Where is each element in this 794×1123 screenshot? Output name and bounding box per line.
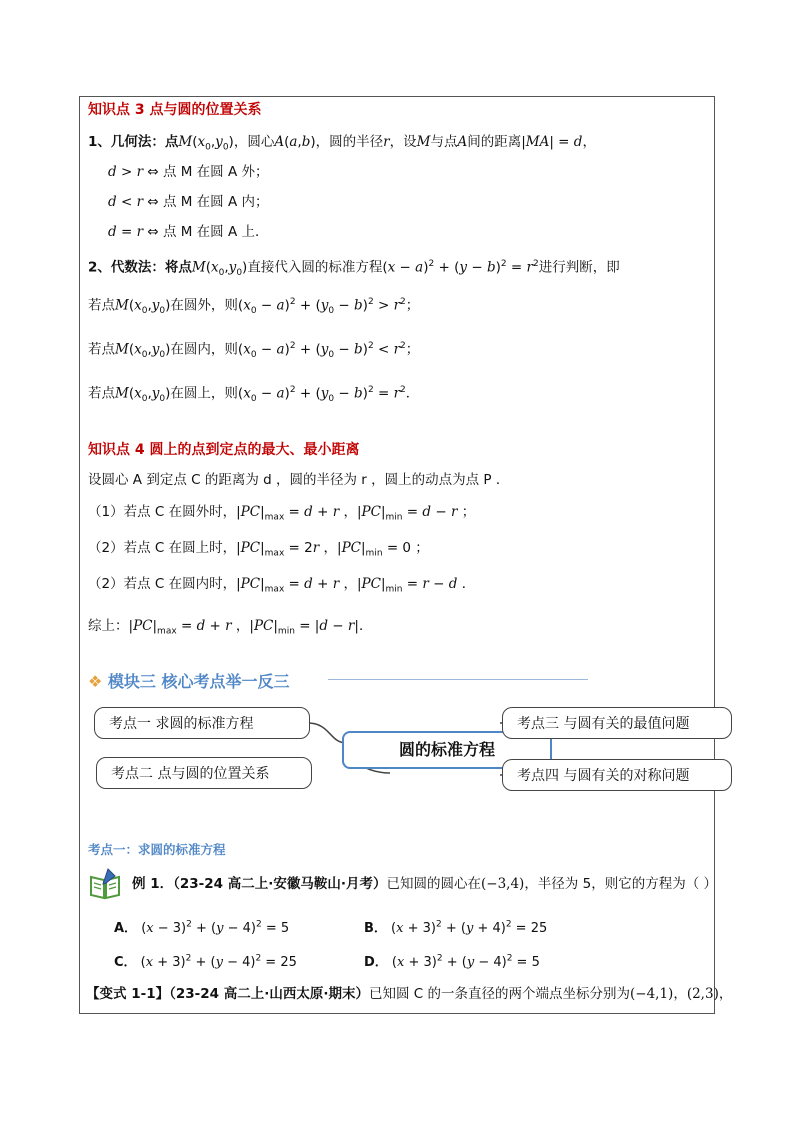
double-diamond-icon: ❖ xyxy=(88,672,103,691)
mindmap-node-2[interactable]: 考点二 点与圆的位置关系 xyxy=(96,757,312,789)
mindmap-center[interactable]: 圆的标准方程 xyxy=(342,731,552,769)
mindmap-node-1[interactable]: 考点一 求圆的标准方程 xyxy=(94,707,310,739)
case-on: d = r ⇔ 点 M 在圆 A 上． xyxy=(108,224,269,240)
option-b[interactable]: B． $(x + 3)^2 + (y + 4)^2 = 25$ xyxy=(364,919,548,936)
rule-inside: 若点$M(x_0,y_0)$在圆内，则$(x_0 - a)^2 + (y_0 - b)^2 < r^2$； xyxy=(88,341,420,361)
kp4-intro: 设圆心 A 到定点 C 的距离为 d ，圆的半径为 r ，圆上的动点为点 P ． xyxy=(88,472,510,488)
kp3-algebraic-line: 2、代数法：将点$M(x_0,y_0)$直接代入圆的标准方程$(x - a)^2 + (y - b)^2 = r^2$进行判断，即 xyxy=(88,259,620,279)
open-book-icon xyxy=(88,867,122,901)
module-divider xyxy=(328,679,588,680)
case-outside: d > r ⇔ 点 M 在圆 A 外； xyxy=(108,164,269,180)
kp3-title: 知识点 3 点与圆的位置关系 xyxy=(88,102,262,118)
kp4-case3: （2）若点 C 在圆内时，$|PC|_{max} = d + r$ ，$|PC|_{min} = r - d$ ． xyxy=(88,576,476,595)
kp4-title: 知识点 4 圆上的点到定点的最大、最小距离 xyxy=(88,442,360,458)
document-frame xyxy=(79,96,733,1014)
mindmap-node-4[interactable]: 考点四 与圆有关的对称问题 xyxy=(502,759,732,791)
mindmap-node-3[interactable]: 考点三 与圆有关的最值问题 xyxy=(502,707,732,739)
kp4-case2: （2）若点 C 在圆上时，$|PC|_{max} = 2r$ ，$|PC|_{min} = 0$ ； xyxy=(88,540,429,559)
rule-on: 若点$M(x_0,y_0)$在圆上，则$(x_0 - a)^2 + (y_0 - b)^2 = r^2$． xyxy=(88,385,420,405)
section-title: 考点一：求圆的标准方程 xyxy=(88,842,226,857)
kp3-geometric-line: 1、几何法：点$M(x_0,y_0)$，圆心A(a,b)，圆的半径r，设M与点A间的距离|MA| = d， xyxy=(88,134,596,153)
case-inside: d < r ⇔ 点 M 在圆 A 内； xyxy=(108,194,269,210)
option-c[interactable]: C． $(x + 3)^2 + (y - 4)^2 = 25$ xyxy=(114,953,297,970)
module-heading: ❖ 模块三 核心考点举一反三 xyxy=(88,672,290,691)
kp4-case1: （1）若点 C 在圆外时，$|PC|_{max} = d + r$ ，$|PC|_{min} = d - r$ ； xyxy=(88,504,476,523)
option-a[interactable]: A． $(x - 3)^2 + (y - 4)^2 = 5$ xyxy=(114,919,290,936)
kp4-summary: 综上：$|PC|_{max} = d + r$ ，$|PC|_{min} = |d - r|$． xyxy=(88,618,373,637)
example-1: 例 1．（23-24 高二上·安徽马鞍山·月考）已知圆的圆心在(−3,4)，半径为 5，则它的方程为（ ） xyxy=(132,876,717,892)
rule-outside: 若点$M(x_0,y_0)$在圆外，则$(x_0 - a)^2 + (y_0 - b)^2 > r^2$； xyxy=(88,297,420,317)
variant-1-1: 【变式 1-1】（23-24 高二上·山西太原·期末）已知圆 C 的一条直径的两个端点坐标分别为(−4,1)，(2,3)， xyxy=(86,986,733,1002)
option-d[interactable]: D． $(x + 3)^2 + (y - 4)^2 = 5$ xyxy=(364,953,540,970)
